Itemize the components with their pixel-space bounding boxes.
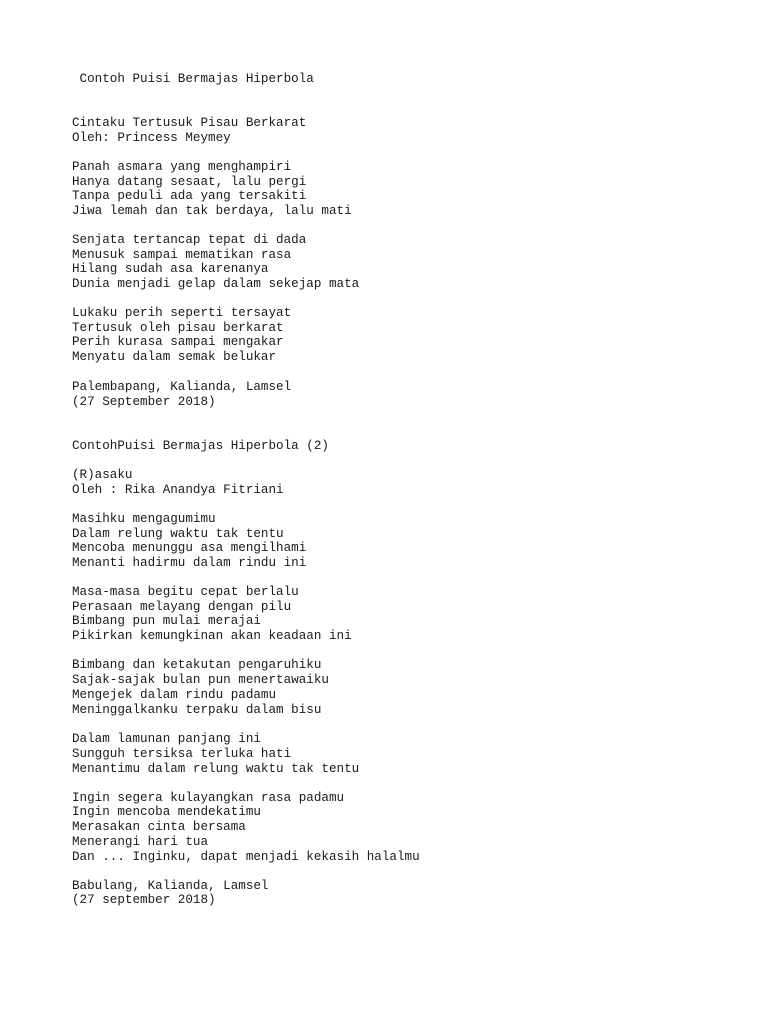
poem-line: Bimbang pun mulai merajai [72,614,261,628]
poem-1-place: Palembapang, Kalianda, Lamsel [72,380,292,394]
poem-1-title: Cintaku Tertusuk Pisau Berkarat [72,116,307,130]
poem-line: Menusuk sampai mematikan rasa [72,248,292,262]
poem-line: Hanya datang sesaat, lalu pergi [72,175,307,189]
poem-line: Panah asmara yang menghampiri [72,160,292,174]
poem-line: Sungguh tersiksa terluka hati [72,747,292,761]
poem-line: Dalam lamunan panjang ini [72,732,261,746]
poem-line: Pikirkan kemungkinan akan keadaan ini [72,629,352,643]
poem-line: Ingin segera kulayangkan rasa padamu [72,791,345,805]
poem-line: Menerangi hari tua [72,835,209,849]
poem-line: Masihku mengagumimu [72,512,216,526]
poem-line: Tanpa peduli ada yang tersakiti [72,189,307,203]
poem-line: Tertusuk oleh pisau berkarat [72,321,284,335]
poem-line: Menanti hadirmu dalam rindu ini [72,556,307,570]
poem-1-date: (27 September 2018) [72,395,216,409]
section-2-title: ContohPuisi Bermajas Hiperbola (2) [72,439,329,453]
poem-2-author: Oleh : Rika Anandya Fitriani [72,483,284,497]
poem-line: Senjata tertancap tepat di dada [72,233,307,247]
poem-line: Ingin mencoba mendekatimu [72,805,261,819]
poem-2-title: (R)asaku [72,468,133,482]
poem-2-place: Babulang, Kalianda, Lamsel [72,879,269,893]
poem-line: Menantimu dalam relung waktu tak tentu [72,762,360,776]
poem-line: Mencoba menunggu asa mengilhami [72,541,307,555]
poem-line: Merasakan cinta bersama [72,820,246,834]
poem-line: Sajak-sajak bulan pun menertawaiku [72,673,329,687]
poem-line: Lukaku perih seperti tersayat [72,306,292,320]
poem-line: Dunia menjadi gelap dalam sekejap mata [72,277,360,291]
poem-line: Dan ... Inginku, dapat menjadi kekasih halalmu [72,850,420,864]
poem-1-author: Oleh: Princess Meymey [72,131,231,145]
poem-line: Meninggalkanku terpaku dalam bisu [72,703,322,717]
poem-line: Dalam relung waktu tak tentu [72,527,284,541]
document-title: Contoh Puisi Bermajas Hiperbola [72,72,314,86]
poem-line: Masa-masa begitu cepat berlalu [72,585,299,599]
poem-line: Bimbang dan ketakutan pengaruhiku [72,658,322,672]
poem-line: Menyatu dalam semak belukar [72,350,277,364]
poem-line: Jiwa lemah dan tak berdaya, lalu mati [72,204,352,218]
poem-2-date: (27 september 2018) [72,893,216,907]
poem-line: Perasaan melayang dengan pilu [72,600,292,614]
poem-line: Perih kurasa sampai mengakar [72,335,284,349]
poem-line: Mengejek dalam rindu padamu [72,688,277,702]
poem-line: Hilang sudah asa karenanya [72,262,269,276]
